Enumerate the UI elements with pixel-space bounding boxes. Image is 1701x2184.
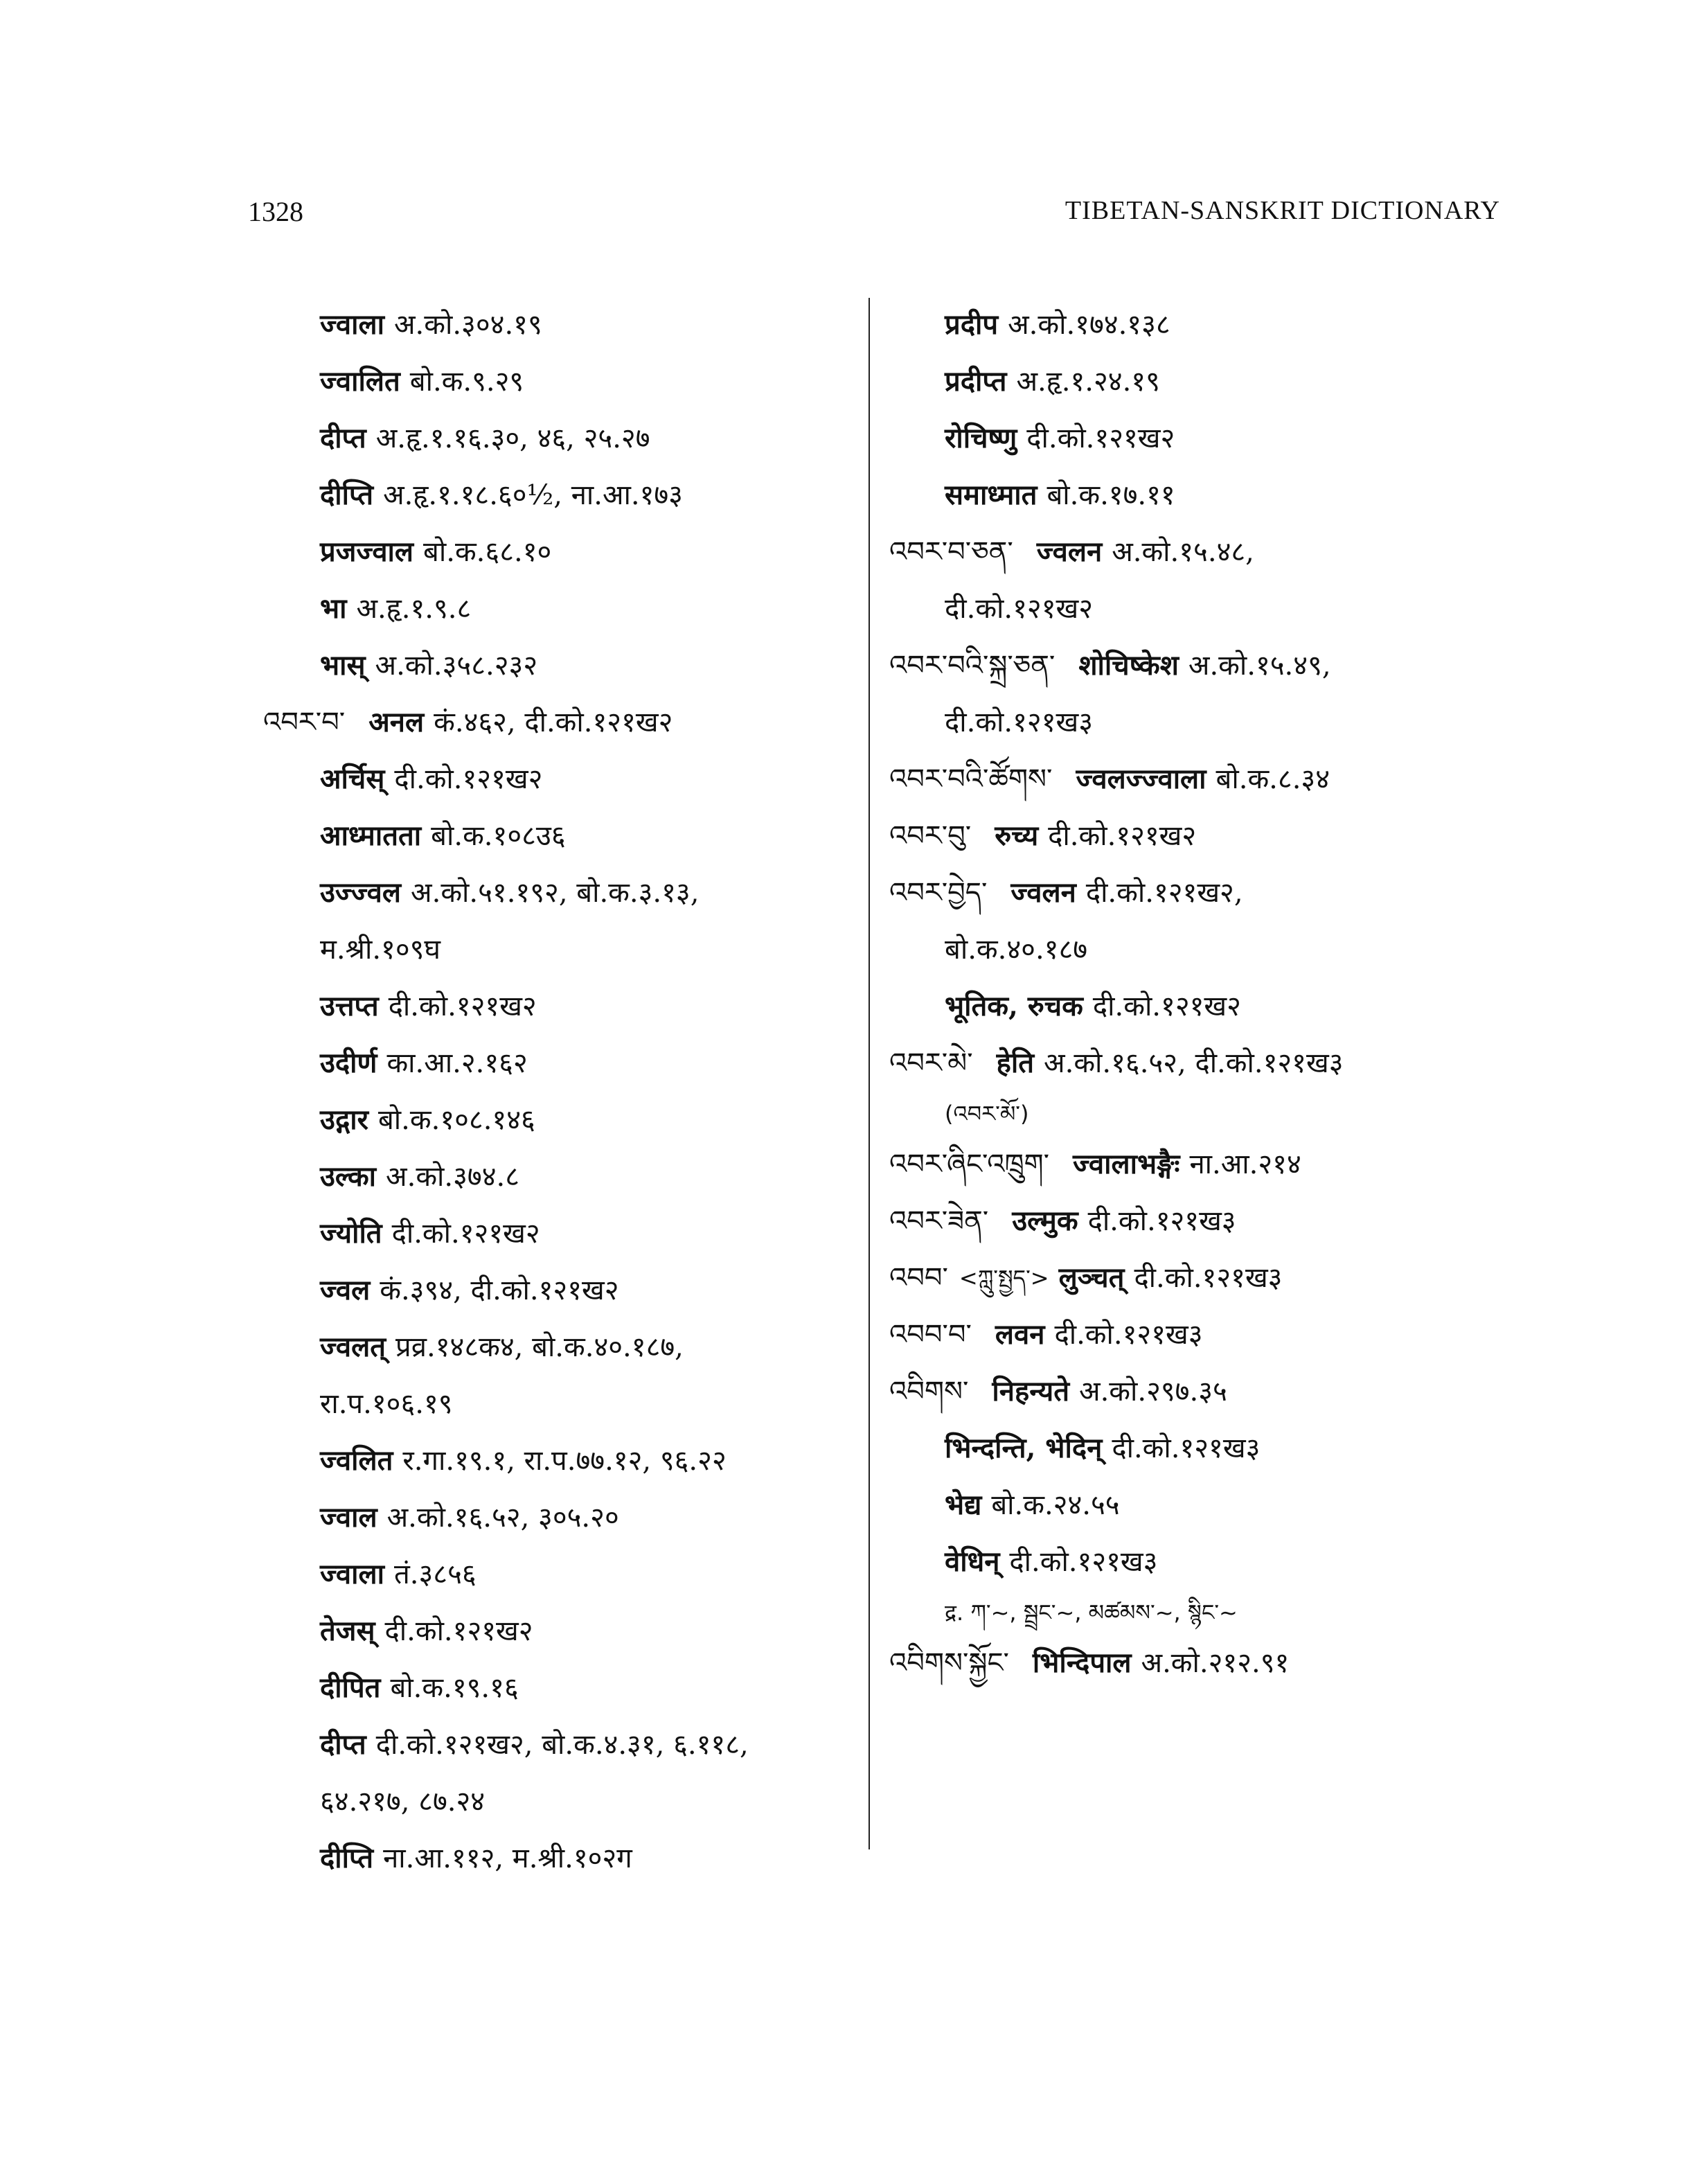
reference: दी.को.१२१ख२ [388, 991, 537, 1022]
entry-line [263, 637, 859, 694]
entry-line [263, 1092, 859, 1148]
headword: प्रदीप्त [945, 365, 1007, 398]
tibetan-headword: འབར་བ་ཅན་ [889, 536, 1013, 568]
headword: तेजस् [320, 1615, 375, 1647]
headword: भा [320, 592, 347, 625]
main-entry-line [889, 524, 1513, 580]
reference: दी.को.१२१ख२ [945, 593, 1094, 625]
main-entry-line [889, 1635, 1513, 1692]
reference: तं.३८५६ [393, 1559, 477, 1590]
headword: ज्वल [320, 1274, 371, 1306]
headword: शोचिष्केश [1078, 649, 1179, 682]
entry-line [263, 1489, 859, 1546]
headword: ज्वलन [1010, 876, 1076, 909]
entry-line [889, 1534, 1513, 1590]
reference: अ.को.१७४.१३८ [1008, 309, 1170, 341]
cross-reference [889, 1590, 1513, 1635]
headword: ज्वाला [320, 1558, 384, 1590]
headword: उल्का [320, 1160, 377, 1193]
entry-line [263, 1546, 859, 1603]
main-entry-line [889, 1363, 1513, 1420]
continuation-line [889, 580, 1513, 637]
entry-line [263, 1148, 859, 1205]
headword: उल्मुक [1012, 1205, 1078, 1237]
headword: अनल [368, 706, 425, 738]
reference: दी.को.१२१ख२, बो.क.४.३१, ६.११८, [375, 1729, 749, 1761]
tibetan-headword: འབར་ཞིང་འཁྲུག་ [889, 1148, 1049, 1180]
entry-line [263, 1603, 859, 1660]
headword: भिन्दन्ति, भेदिन् [945, 1432, 1103, 1464]
entry-line [889, 978, 1513, 1035]
headword: भिन्दिपाल [1032, 1646, 1132, 1679]
entry-line [263, 864, 859, 921]
reference: कं.४६२, दी.को.१२१ख२ [434, 707, 673, 738]
reference: बो.क.१०८.१४६ [377, 1104, 535, 1136]
reference: बो.क.६८.१० [423, 536, 552, 568]
reference: दी.को.१२१ख३ [945, 707, 1094, 738]
headword: प्रजज्वाल [320, 535, 414, 568]
reference: अ.हृ.१.९.८ [356, 593, 472, 625]
reference: का.आ.२.१६२ [386, 1047, 528, 1079]
headword: लुञ्चत् [1058, 1261, 1125, 1294]
reference: अ.हृ.१.२४.१९ [1016, 366, 1160, 398]
reference: बो.क.८.३४ [1215, 763, 1330, 795]
tibetan-headword: འབར་བའི་སྐྲ་ཅན་ [889, 650, 1056, 682]
entry-line [263, 1716, 859, 1773]
entry-line [263, 1319, 859, 1376]
headword: हेति [996, 1047, 1035, 1079]
continuation-line [263, 921, 859, 978]
tibetan-headword: འབར་བ་ [263, 707, 346, 738]
tibetan-headword: འབར་མེ་ [889, 1047, 973, 1079]
continuation-line [263, 1773, 859, 1830]
entry-line [263, 353, 859, 410]
headword: ज्वलत् [320, 1331, 386, 1363]
reference: अ.को.१६.५२, ३०५.२० [386, 1502, 619, 1534]
headword: ज्वालाभङ्गैः [1073, 1148, 1180, 1180]
headword: दीप्ति [320, 479, 374, 511]
tibetan-headword: འབིགས་ [889, 1376, 969, 1408]
headword: दीप्त [320, 1728, 366, 1761]
continuation-line [889, 694, 1513, 751]
reference: ना.आ.११२, म.श्री.१०२ग [383, 1843, 632, 1874]
main-entry-line [263, 694, 859, 751]
reference: र.गा.१९.१, रा.प.७७.१२, ९६.२२ [402, 1445, 727, 1477]
entry-line [263, 808, 859, 864]
reference: दी.को.१२१ख२ [1092, 991, 1241, 1022]
reference: म.श्री.१०९घ [320, 934, 441, 966]
entry-line [263, 1830, 859, 1887]
headword: उद्गार [320, 1103, 368, 1136]
reference: अ.को.१५.४८, [1112, 536, 1254, 568]
reference: अ.को.३५८.२३२ [375, 650, 538, 682]
tibetan-headword: འབར་བའི་ཚོགས་ [889, 763, 1053, 795]
entry-line [263, 1035, 859, 1092]
cross-reference-text: द्र. ཀ་~, སྦྲང་~, མཚམས་~, སྙིང་~ [945, 1599, 1238, 1626]
tibetan-headword: འབར་བྱེད་ [889, 877, 988, 909]
reference: दी.को.१२१ख२ [394, 763, 543, 795]
continuation-line [889, 921, 1513, 978]
reference: बो.क.१०८उ६ [431, 820, 566, 852]
headword: भेद्य [945, 1489, 982, 1521]
headword: दीपित [320, 1671, 381, 1704]
entry-line [263, 467, 859, 524]
headword: ज्योति [320, 1217, 382, 1250]
reference: दी.को.१२१ख२ [384, 1615, 533, 1647]
headword: रोचिष्णु [945, 422, 1017, 454]
headword: ज्वाल [320, 1501, 377, 1534]
left-column [263, 296, 859, 1887]
running-head: TIBETAN-SANSKRIT DICTIONARY [1065, 196, 1500, 225]
reference: प्रव्र.१४८क४, बो.क.४०.१८७, [395, 1331, 684, 1363]
entry-line [889, 1477, 1513, 1534]
entry-line [889, 1420, 1513, 1477]
reference: अ.को.१५.४९, [1188, 650, 1331, 682]
headword: ज्वालित [320, 365, 400, 398]
tibetan-headword: འབར་བུ་ [889, 820, 972, 852]
main-entry-line [889, 1136, 1513, 1193]
reference: अ.को.५१.१९२, बो.क.३.१३, [411, 877, 700, 909]
headword: ज्वलन [1036, 535, 1103, 568]
entry-line [263, 978, 859, 1035]
reference: अ.को.१६.५२, दी.को.१२१ख३ [1044, 1047, 1344, 1079]
headword: रुच्य [995, 819, 1039, 852]
reference: दी.को.१२१ख३ [1009, 1546, 1158, 1578]
reference: अ.को.३७४.८ [386, 1161, 520, 1193]
reference: अ.हृ.१.१६.३०, ४६, २५.२७ [375, 423, 650, 454]
reference: कं.३९४, दी.को.१२१ख२ [380, 1275, 619, 1306]
reference: अ.को.२९७.३५ [1079, 1376, 1227, 1408]
reference: दी.को.१२१ख३ [1112, 1432, 1261, 1464]
variant-note [889, 1092, 1513, 1136]
main-entry-line [889, 1306, 1513, 1363]
page-number: 1328 [248, 196, 303, 227]
reference: दी.को.१२१ख३ [1134, 1262, 1283, 1294]
headword: समाध्मात [945, 479, 1037, 511]
headword: भास् [320, 649, 366, 682]
tibetan-headword: འབབ་ [889, 1262, 948, 1294]
entry-line [889, 353, 1513, 410]
right-column [889, 296, 1513, 1692]
entry-line [263, 1205, 859, 1262]
headword: ज्वलित [320, 1444, 393, 1477]
tibetan-headword: འབབ་བ་ [889, 1319, 972, 1351]
reference: बो.क.४०.१८७ [945, 934, 1088, 966]
main-entry-line [889, 808, 1513, 864]
headword: भूतिक, रुचक [945, 990, 1083, 1022]
headword: आध्मातता [320, 819, 422, 852]
entry-line [263, 524, 859, 580]
reference: दी.को.१२१ख३ [1087, 1205, 1236, 1237]
main-entry-line [889, 1250, 1513, 1306]
entry-line [889, 296, 1513, 353]
continuation-line [263, 1376, 859, 1432]
entry-line [263, 580, 859, 637]
main-entry-line [889, 864, 1513, 921]
variant-text: (འབར་མོ་) [945, 1101, 1029, 1127]
reference: बो.क.१९.१६ [390, 1672, 519, 1704]
main-entry-line [889, 637, 1513, 694]
column-divider [869, 298, 870, 1849]
headword: उज्ज्वल [320, 876, 402, 909]
reference: अ.को.३०४.१९ [393, 309, 542, 341]
headword: लवन [995, 1318, 1045, 1351]
reference: अ.को.२१२.९१ [1141, 1647, 1290, 1679]
headword: ज्वलज्ज्वाला [1076, 763, 1206, 795]
headword: अर्चिस् [320, 763, 385, 795]
reference: रा.प.१०६.१९ [320, 1388, 453, 1420]
main-entry-line [889, 1193, 1513, 1250]
tibetan-headword: འབར་ཟེན་ [889, 1205, 989, 1237]
reference: अ.हृ.१.१८.६०½, ना.आ.१७३ [383, 479, 683, 511]
entry-line [263, 1432, 859, 1489]
headword: दीप्ति [320, 1842, 374, 1874]
reference: दी.को.१२१ख२, [1085, 877, 1243, 909]
reference: दी.को.१२१ख३ [1054, 1319, 1203, 1351]
tibetan-headword: འབིགས་སྐྱོང་ [889, 1647, 1009, 1679]
entry-line [263, 751, 859, 808]
reference: ना.आ.२१४ [1189, 1148, 1301, 1180]
headword: प्रदीप [945, 308, 999, 341]
headword: दीप्त [320, 422, 366, 454]
entry-line [889, 410, 1513, 467]
entry-line [263, 1660, 859, 1716]
main-entry-line [889, 751, 1513, 808]
entry-line [263, 296, 859, 353]
headword: ज्वाला [320, 308, 384, 341]
reference: दी.को.१२१ख२ [391, 1218, 540, 1250]
entry-line [889, 467, 1513, 524]
reference: दी.को.१२१ख२ [1048, 820, 1197, 852]
entry-line [263, 410, 859, 467]
headword: निहन्यते [992, 1375, 1070, 1408]
headword: उदीर्ण [320, 1047, 377, 1079]
reference: बो.क.९.२९ [409, 366, 524, 398]
main-entry-line [889, 1035, 1513, 1092]
headword: उत्तप्त [320, 990, 379, 1022]
headword: वेधिन् [945, 1545, 1000, 1578]
reference: बो.क.२४.५५ [991, 1489, 1120, 1521]
source-note: <ཀླུ་སྤྱད་> [959, 1265, 1049, 1291]
reference: दी.को.१२१ख२ [1026, 423, 1175, 454]
reference: ६४.२१७, ८७.२४ [320, 1786, 486, 1818]
reference: बो.क.१७.११ [1047, 479, 1175, 511]
entry-line [263, 1262, 859, 1319]
